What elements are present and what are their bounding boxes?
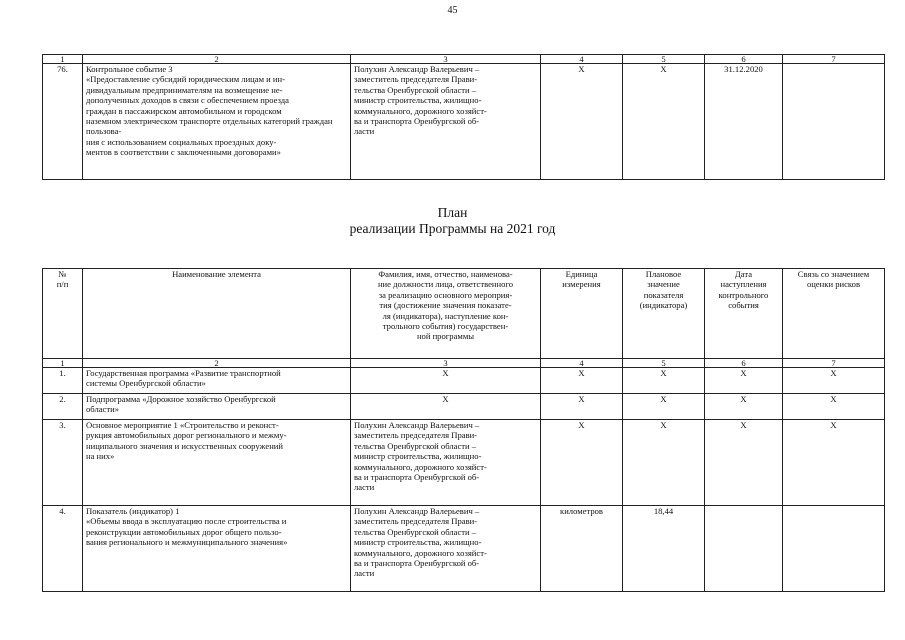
col-number: 4 — [541, 359, 623, 368]
plan-value-cell: X — [623, 420, 705, 506]
plan-title-line1: План — [437, 205, 468, 220]
plan-table — [42, 268, 885, 592]
col-number: 6 — [705, 359, 783, 368]
unit-cell: X — [541, 368, 623, 394]
table-row — [43, 420, 885, 506]
table-row — [43, 506, 885, 592]
event-date-cell: X — [705, 420, 783, 506]
table-row — [43, 64, 885, 180]
row-number: 2. — [43, 394, 83, 420]
col-number: 6 — [705, 55, 783, 64]
event-date-cell: 31.12.2020 — [705, 64, 783, 180]
header-event-date: Дата наступления контрольного события — [705, 269, 783, 359]
element-name: Государственная программа «Развитие транспортной системы Оренбургской области» — [83, 368, 351, 394]
risk-link-cell: X — [783, 394, 885, 420]
unit-cell: X — [541, 420, 623, 506]
plan-value-cell: X — [623, 394, 705, 420]
col-number: 2 — [83, 55, 351, 64]
col-number: 3 — [351, 359, 541, 368]
element-name: Контрольное событие 3 «Предоставление субсидий юридическим лицам и ин- дивидуальным предпринимателям на возмещение не- дополученных доходов в связи с обеспечением проезда граждан в пассажирском автомобильном и городском наземном электрическом транспорте отдельных категорий граждан пользова- ния с использованием социальных проездных доку- ментов в соответствии с заключенными договорами» — [83, 64, 351, 180]
plan-value-cell: X — [623, 368, 705, 394]
row-number: 3. — [43, 420, 83, 506]
col-number: 5 — [623, 55, 705, 64]
event-date-cell: X — [705, 368, 783, 394]
risk-link-cell — [783, 64, 885, 180]
event-date-cell: X — [705, 394, 783, 420]
col-number: 1 — [43, 359, 83, 368]
table-row — [43, 368, 885, 394]
plan-value-cell: 18,44 — [623, 506, 705, 592]
header-responsible: Фамилия, имя, отчество, наименова- ние должности лица, ответственного за реализацию основного мероприя- тия (достижение значения показате- ля (индикатора), наступление кон- трольного события) государствен- ной программы — [351, 269, 541, 359]
responsible-person: Полухин Александр Валерьевич – заместитель председателя Прави- тельства Оренбургской области – министр строительства, жилищно- коммунального, дорожного хозяйст- ва и транспорта Оренбургской об- ласти — [351, 64, 541, 180]
element-name: Показатель (индикатор) 1 «Объемы ввода в эксплуатацию после строительства и реконструкции автомобильных дорог общего пользо- вания регионального и межмуниципального значения» — [83, 506, 351, 592]
element-name: Основное мероприятие 1 «Строительство и реконст- рукция автомобильных дорог регионального и межму- ниципального значения и искусственных сооружений на них» — [83, 420, 351, 506]
unit-cell: километров — [541, 506, 623, 592]
risk-link-cell — [783, 506, 885, 592]
plan-title — [0, 205, 905, 237]
table-row — [43, 394, 885, 420]
unit-cell: X — [541, 394, 623, 420]
risk-link-cell: X — [783, 420, 885, 506]
event-date-cell — [705, 506, 783, 592]
col-number: 7 — [783, 55, 885, 64]
row-number: 1. — [43, 368, 83, 394]
column-number-row — [43, 55, 885, 64]
responsible-person: Полухин Александр Валерьевич – заместитель председателя Прави- тельства Оренбургской области – министр строительства, жилищно- коммунального, дорожного хозяйст- ва и транспорта Оренбургской об- ласти — [351, 506, 541, 592]
header-row — [43, 269, 885, 359]
responsible-person: X — [351, 368, 541, 394]
col-number: 5 — [623, 359, 705, 368]
unit-cell: X — [541, 64, 623, 180]
header-plan-value: Плановое значение показателя (индикатора) — [623, 269, 705, 359]
col-number: 1 — [43, 55, 83, 64]
col-number: 3 — [351, 55, 541, 64]
row-number: 76. — [43, 64, 83, 180]
risk-link-cell: X — [783, 368, 885, 394]
responsible-person: Полухин Александр Валерьевич – заместитель председателя Прави- тельства Оренбургской области – министр строительства, жилищно- коммунального, дорожного хозяйст- ва и транспорта Оренбургской об- ласти — [351, 420, 541, 506]
header-risk-link: Связь со значением оценки рисков — [783, 269, 885, 359]
responsible-person: X — [351, 394, 541, 420]
element-name: Подпрограмма «Дорожное хозяйство Оренбургской области» — [83, 394, 351, 420]
row-number: 4. — [43, 506, 83, 592]
plan-title-line2: реализации Программы на 2021 год — [349, 221, 556, 236]
plan-value-cell: X — [623, 64, 705, 180]
col-number: 4 — [541, 55, 623, 64]
continuation-table — [42, 54, 885, 180]
header-unit: Единица измерения — [541, 269, 623, 359]
col-number: 2 — [83, 359, 351, 368]
col-number: 7 — [783, 359, 885, 368]
header-num: № п/п — [43, 269, 83, 359]
header-name: Наименование элемента — [83, 269, 351, 359]
page-number: 45 — [447, 5, 458, 16]
column-number-row — [43, 359, 885, 368]
